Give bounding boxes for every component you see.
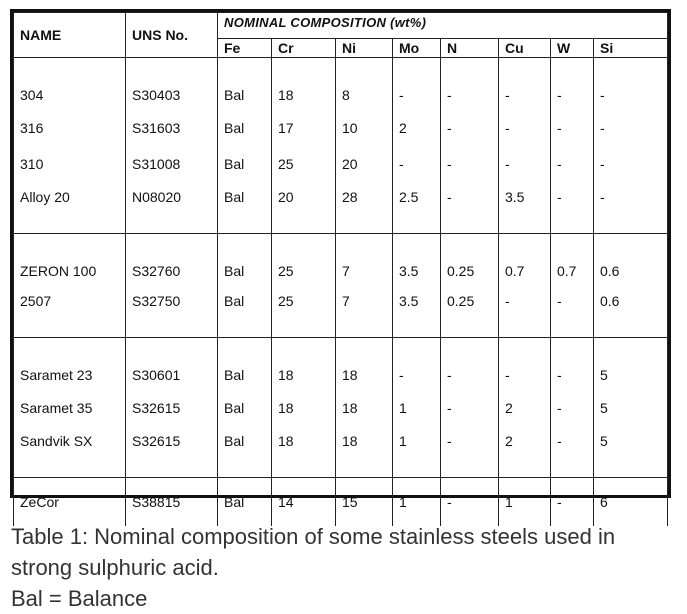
- caption-line-2: strong sulphuric acid.: [11, 555, 219, 580]
- cell-n: -: [441, 182, 499, 234]
- cell-n: -: [441, 426, 499, 478]
- cell-uns: S32750: [126, 286, 218, 338]
- cell-si: 6: [594, 478, 668, 526]
- header-element-w: W: [551, 39, 594, 58]
- cell-si: 5: [594, 426, 668, 478]
- cell-ni: 28: [336, 182, 393, 234]
- cell-cu: 1: [499, 478, 551, 526]
- cell-n: -: [441, 146, 499, 182]
- table-row: [14, 426, 668, 478]
- cell-fe: Bal: [218, 478, 272, 526]
- cell-name: 304: [14, 58, 126, 110]
- cell-fe: Bal: [218, 426, 272, 478]
- cell-name: Saramet 35: [14, 390, 126, 426]
- cell-w: -: [551, 58, 594, 110]
- cell-cr: 18: [272, 58, 336, 110]
- cell-cr: 25: [272, 286, 336, 338]
- header-element-cr: Cr: [272, 39, 336, 58]
- cell-name: 316: [14, 110, 126, 146]
- cell-si: 0.6: [594, 286, 668, 338]
- cell-w: -: [551, 338, 594, 390]
- cell-cr: 18: [272, 338, 336, 390]
- cell-cu: -: [499, 146, 551, 182]
- cell-mo: 2.5: [393, 182, 441, 234]
- cell-uns: S30403: [126, 58, 218, 110]
- cell-cu: -: [499, 58, 551, 110]
- cell-n: -: [441, 110, 499, 146]
- cell-si: 5: [594, 338, 668, 390]
- cell-mo: 3.5: [393, 286, 441, 338]
- cell-n: -: [441, 390, 499, 426]
- cell-cu: -: [499, 110, 551, 146]
- cell-n: 0.25: [441, 286, 499, 338]
- cell-ni: 18: [336, 426, 393, 478]
- cell-si: -: [594, 110, 668, 146]
- cell-fe: Bal: [218, 110, 272, 146]
- cell-uns: S38815: [126, 478, 218, 526]
- cell-fe: Bal: [218, 146, 272, 182]
- cell-si: -: [594, 146, 668, 182]
- cell-mo: 1: [393, 478, 441, 526]
- cell-w: -: [551, 286, 594, 338]
- cell-ni: 7: [336, 286, 393, 338]
- header-element-cu: Cu: [499, 39, 551, 58]
- cell-cr: 18: [272, 426, 336, 478]
- cell-n: -: [441, 58, 499, 110]
- cell-name: Alloy 20: [14, 182, 126, 234]
- header-element-mo: Mo: [393, 39, 441, 58]
- cell-cu: -: [499, 338, 551, 390]
- cell-ni: 18: [336, 338, 393, 390]
- header-composition-group: NOMINAL COMPOSITION (wt%): [218, 13, 668, 39]
- cell-name: ZeCor: [14, 478, 126, 526]
- cell-uns: S31603: [126, 110, 218, 146]
- cell-cr: 20: [272, 182, 336, 234]
- cell-ni: 15: [336, 478, 393, 526]
- cell-mo: -: [393, 58, 441, 110]
- cell-cu: 2: [499, 426, 551, 478]
- cell-si: -: [594, 58, 668, 110]
- cell-n: -: [441, 478, 499, 526]
- cell-w: -: [551, 390, 594, 426]
- cell-cr: 18: [272, 390, 336, 426]
- header-uns: UNS No.: [126, 13, 218, 58]
- cell-uns: S32615: [126, 426, 218, 478]
- caption-line-1: Table 1: Nominal composition of some stainless steels used in: [11, 524, 616, 549]
- caption-line-3: Bal = Balance: [11, 586, 148, 611]
- cell-uns: S32760: [126, 234, 218, 286]
- cell-mo: 1: [393, 426, 441, 478]
- cell-fe: Bal: [218, 182, 272, 234]
- cell-mo: 3.5: [393, 234, 441, 286]
- header-element-ni: Ni: [336, 39, 393, 58]
- cell-mo: 1: [393, 390, 441, 426]
- table-row: [14, 478, 668, 526]
- cell-ni: 18: [336, 390, 393, 426]
- cell-ni: 8: [336, 58, 393, 110]
- cell-n: 0.25: [441, 234, 499, 286]
- cell-uns: N08020: [126, 182, 218, 234]
- cell-fe: Bal: [218, 286, 272, 338]
- cell-uns: S31008: [126, 146, 218, 182]
- composition-table: [13, 12, 668, 526]
- cell-name: Saramet 23: [14, 338, 126, 390]
- cell-si: -: [594, 182, 668, 234]
- cell-mo: -: [393, 338, 441, 390]
- cell-cu: 2: [499, 390, 551, 426]
- cell-uns: S32615: [126, 390, 218, 426]
- cell-uns: S30601: [126, 338, 218, 390]
- cell-fe: Bal: [218, 390, 272, 426]
- table-row: [14, 390, 668, 426]
- cell-name: 310: [14, 146, 126, 182]
- cell-cr: 25: [272, 234, 336, 286]
- cell-mo: 2: [393, 110, 441, 146]
- cell-w: 0.7: [551, 234, 594, 286]
- cell-w: -: [551, 182, 594, 234]
- cell-name: Sandvik SX: [14, 426, 126, 478]
- cell-si: 5: [594, 390, 668, 426]
- cell-fe: Bal: [218, 338, 272, 390]
- cell-n: -: [441, 338, 499, 390]
- table-row: [14, 234, 668, 286]
- table-row: [14, 286, 668, 338]
- cell-cr: 17: [272, 110, 336, 146]
- header-element-n: N: [441, 39, 499, 58]
- cell-fe: Bal: [218, 58, 272, 110]
- table-row: [14, 182, 668, 234]
- cell-name: 2507: [14, 286, 126, 338]
- header-name: NAME: [14, 13, 126, 58]
- cell-ni: 20: [336, 146, 393, 182]
- cell-cu: 0.7: [499, 234, 551, 286]
- table-row: [14, 58, 668, 110]
- table-row: [14, 110, 668, 146]
- header-element-si: Si: [594, 39, 668, 58]
- cell-cr: 25: [272, 146, 336, 182]
- header-element-fe: Fe: [218, 39, 272, 58]
- cell-fe: Bal: [218, 234, 272, 286]
- cell-w: -: [551, 426, 594, 478]
- table-caption: [11, 521, 671, 614]
- cell-cr: 14: [272, 478, 336, 526]
- table-row: [14, 146, 668, 182]
- cell-cu: 3.5: [499, 182, 551, 234]
- cell-w: -: [551, 478, 594, 526]
- cell-cu: -: [499, 286, 551, 338]
- composition-table-frame: [10, 9, 671, 510]
- cell-mo: -: [393, 146, 441, 182]
- cell-w: -: [551, 110, 594, 146]
- cell-si: 0.6: [594, 234, 668, 286]
- cell-ni: 7: [336, 234, 393, 286]
- cell-w: -: [551, 146, 594, 182]
- cell-name: ZERON 100: [14, 234, 126, 286]
- cell-ni: 10: [336, 110, 393, 146]
- table-row: [14, 338, 668, 390]
